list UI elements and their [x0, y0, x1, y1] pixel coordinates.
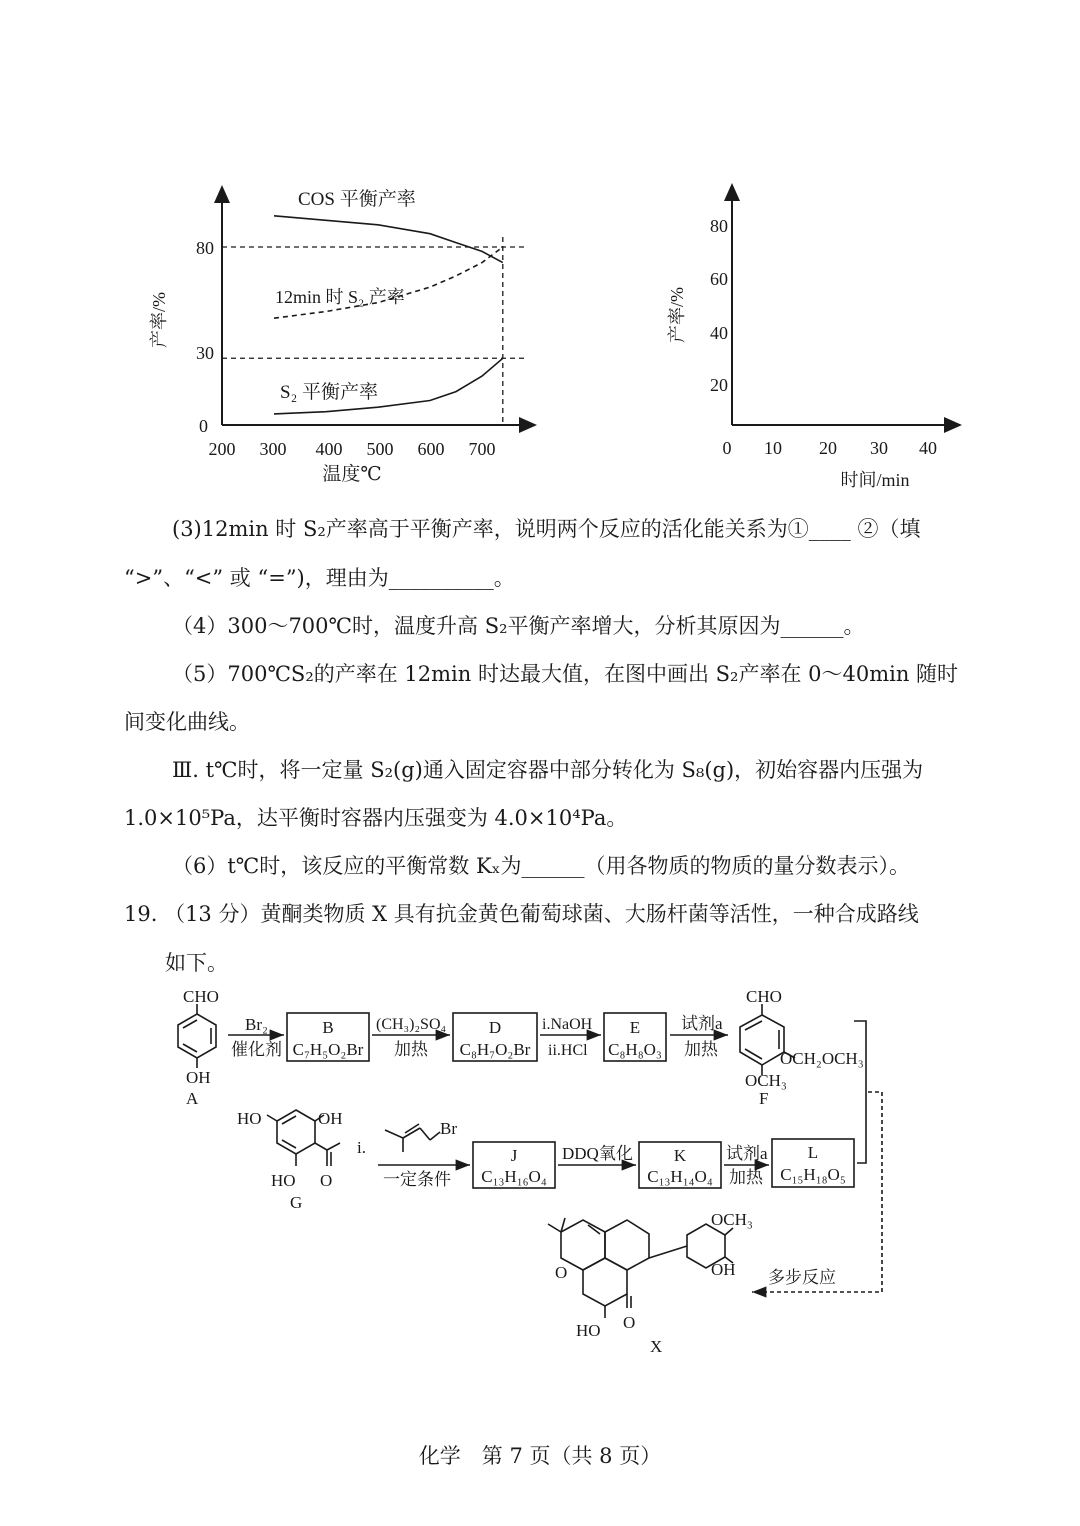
c1-y-tick-label: 0 [199, 416, 208, 436]
molecule-f-ring [740, 1015, 784, 1065]
c1-series-s2-12min [274, 247, 503, 318]
q3-line1: (3)12min 时 S₂产率高于平衡产率，说明两个反应的活化能关系为①____ ②（填 [172, 517, 921, 541]
molecule-x-ring-c [605, 1220, 649, 1270]
c1-label-s2-12min: 12min 时 S₂ 产率 [275, 287, 405, 307]
box-b-letter: B [322, 1018, 334, 1037]
c1-y-axis-label: 产率/% [149, 292, 169, 348]
molecule-x-ketone-o: O [623, 1313, 636, 1332]
c2-y-axis-label: 产率/% [667, 287, 687, 343]
arrow-1-above: Br₂ [245, 1015, 268, 1034]
arrow-6-above: DDQ氧化 [562, 1144, 633, 1163]
c1-x-tick-label: 400 [315, 439, 343, 459]
box-k-formula: C₁₃H₁₄O₄ [647, 1167, 713, 1186]
box-d-formula: C₈H₇O₂Br [459, 1040, 531, 1059]
c2-y-tick-label: 40 [710, 323, 728, 343]
molecule-x-bond [649, 1246, 687, 1258]
arrow-1-below: 催化剂 [231, 1040, 282, 1059]
box-l-formula: C₁₅H₁₈O₅ [780, 1165, 846, 1184]
c1-y-tick-label: 30 [196, 343, 214, 363]
molecule-g-bond [267, 1115, 277, 1121]
prenyl-bromide [385, 1130, 403, 1152]
q3-line2: “>”、“<” 或 “=”)，理由为__________。 [124, 566, 515, 590]
part3-line1: Ⅲ. t℃时，将一定量 S₂(g)通入固定容器中部分转化为 S₈(g)，初始容器内压强为 [172, 758, 924, 782]
c1-x-tick-label: 500 [366, 439, 394, 459]
molecule-g-o: O [320, 1171, 333, 1190]
c2-y-tick-label: 80 [710, 216, 728, 236]
c1-x-tick-label: 600 [417, 439, 445, 459]
molecule-x-ring-a [583, 1258, 627, 1306]
box-j-formula: C₁₃H₁₆O₄ [481, 1167, 547, 1186]
molecule-g-oh: OH [318, 1109, 343, 1128]
multistep-path [752, 1092, 882, 1292]
box-j-letter: J [510, 1146, 518, 1165]
synthesis-scheme [0, 980, 1080, 1370]
box-e-letter: E [629, 1018, 641, 1037]
arrow-3-above: i.NaOH [542, 1016, 593, 1033]
q19-line1: 19. （13 分）黄酮类物质 X 具有抗金黄色葡萄球菌、大肠杆菌等活性，一种合成路线 [124, 902, 919, 926]
molecule-g-ho: HO [237, 1109, 262, 1128]
arrow-5-prefix: i. [357, 1138, 366, 1157]
c1-x-tick-label: 300 [259, 439, 287, 459]
q19-line2: 如下。 [165, 951, 228, 975]
molecule-x-bond [725, 1228, 733, 1235]
molecule-f-och3: OCH₃ [745, 1071, 787, 1090]
q5-line1: （5）700℃S₂的产率在 12min 时达最大值，在图中画出 S₂产率在 0～40min 随时 [172, 662, 959, 686]
c2-x-tick-label: 40 [919, 438, 937, 458]
c2-x-axis-label: 时间/min [840, 470, 910, 490]
box-l-letter: L [807, 1143, 819, 1162]
multistep-label: 多步反应 [768, 1268, 836, 1287]
molecule-g-label: G [290, 1193, 303, 1212]
chart-temperature-yield [130, 175, 560, 495]
c1-label-s2-eq: S₂ 平衡产率 [280, 382, 378, 403]
molecule-f-och2och3: OCH₂OCH₃ [780, 1049, 864, 1068]
c2-y-tick-label: 60 [710, 269, 728, 289]
q4: （4）300～700℃时，温度升高 S₂平衡产率增大，分析其原因为______。 [172, 614, 865, 638]
q5-line2: 间变化曲线。 [124, 710, 250, 734]
prenyl-bromide-br: Br [440, 1119, 457, 1138]
c1-series-cos [274, 216, 503, 263]
molecule-g-bond [327, 1143, 340, 1150]
molecule-x-ring-pyran [561, 1220, 605, 1270]
molecule-g-bond [315, 1143, 327, 1150]
c1-y-tick-label: 80 [196, 238, 214, 258]
molecule-g-ho-bottom: HO [271, 1171, 296, 1190]
c2-x-tick-label: 30 [870, 438, 888, 458]
arrow-3-below: ii.HCl [548, 1042, 588, 1059]
molecule-f-cho: CHO [746, 987, 782, 1006]
prenyl-bromide-bond [420, 1128, 430, 1140]
prenyl-bromide-bond [405, 1124, 419, 1133]
molecule-x-ho: HO [576, 1321, 601, 1340]
box-d-letter: D [488, 1018, 502, 1037]
c1-x-tick-label: 200 [208, 439, 236, 459]
molecule-f-double-bond [745, 1049, 762, 1059]
molecule-x-oh: OH [711, 1260, 736, 1279]
molecule-a-oh: OH [186, 1068, 211, 1087]
arrow-2-above: (CH₃)₂SO₄ [376, 1016, 447, 1033]
c1-x-axis-label: 温度℃ [322, 464, 382, 485]
molecule-x-bond [548, 1224, 561, 1232]
c2-x-tick-label: 20 [819, 438, 837, 458]
join-bracket [854, 1021, 866, 1163]
arrow-7-above: 试剂a [726, 1144, 768, 1163]
arrow-4-below: 加热 [684, 1040, 718, 1059]
c2-x-tick-label: 10 [764, 438, 782, 458]
arrow-2-below: 加热 [394, 1040, 428, 1059]
arrow-4-above: 试剂a [681, 1014, 723, 1033]
c1-label-cos: COS 平衡产率 [298, 189, 416, 210]
q6: （6）t℃时，该反应的平衡常数 Kₓ为______（用各物质的物质的量分数表示）。 [172, 854, 911, 878]
arrow-5-below: 一定条件 [383, 1170, 451, 1189]
box-e-formula: C₈H₈O₃ [608, 1040, 662, 1059]
page-footer: 化学 第 7 页（共 8 页） [418, 1444, 662, 1468]
molecule-a-cho: CHO [183, 987, 219, 1006]
box-b-formula: C₇H₅O₂Br [292, 1040, 364, 1059]
molecule-a-label: A [186, 1089, 199, 1108]
chart-time-yield [655, 175, 975, 495]
box-k-letter: K [673, 1146, 687, 1165]
arrow-7-below: 加热 [729, 1168, 763, 1187]
molecule-x-ring-o: O [555, 1263, 568, 1282]
molecule-f-label: F [759, 1089, 769, 1108]
part3-line2: 1.0×10⁵Pa，达平衡时容器内压强变为 4.0×10⁴Pa。 [124, 806, 628, 830]
prenyl-bromide-bond [430, 1132, 440, 1140]
c2-y-tick-label: 20 [710, 375, 728, 395]
molecule-x-och3: OCH₃ [711, 1210, 753, 1229]
molecule-x-label: X [650, 1337, 663, 1356]
c1-x-tick-label: 700 [468, 439, 496, 459]
c2-x-tick-label: 0 [722, 438, 732, 458]
